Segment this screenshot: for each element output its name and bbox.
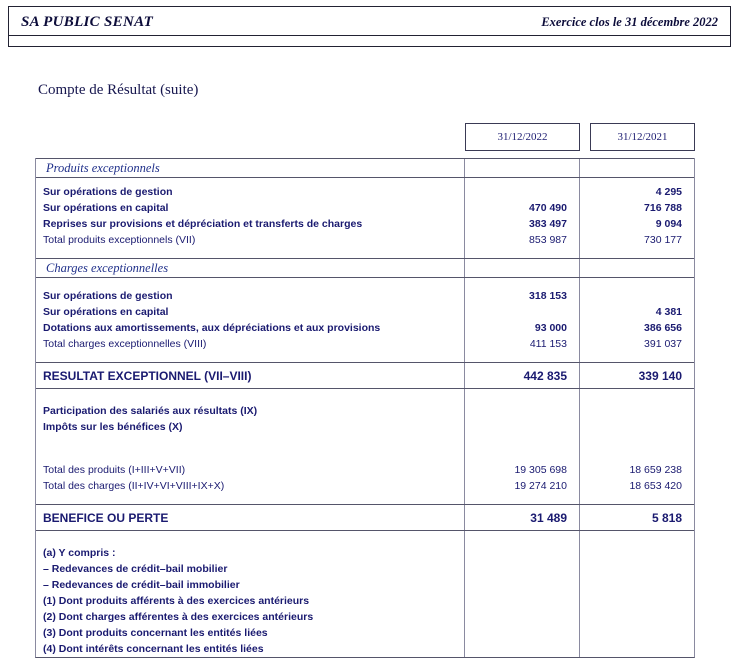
row-label: (4) Dont intérêts concernant les entités liées	[43, 643, 264, 655]
value-2022	[464, 419, 579, 435]
row-label	[36, 278, 464, 288]
results-table	[35, 123, 695, 658]
value-2021	[579, 259, 694, 277]
value-2021: 9 094	[579, 216, 694, 232]
value-2021: 18 653 420	[579, 478, 694, 494]
value-2021: 5 818	[579, 505, 694, 530]
column-headers	[35, 123, 695, 151]
value-2021	[579, 545, 694, 561]
value-2022	[464, 609, 579, 625]
table-row	[36, 641, 694, 657]
value-2022: 442 835	[464, 363, 579, 388]
value-2022: 19 305 698	[464, 462, 579, 478]
document-header-row	[9, 7, 730, 36]
row-label: (1) Dont produits afférents à des exercices antérieurs	[43, 595, 310, 607]
value-2022	[464, 304, 579, 320]
row-label: (2) Dont charges afférentes à des exercices antérieurs	[43, 611, 314, 623]
table-row	[36, 609, 694, 625]
value-2022: 93 000	[464, 320, 579, 336]
row-label	[36, 352, 464, 362]
value-2022	[464, 278, 579, 288]
value-2022	[464, 625, 579, 641]
value-2022: 31 489	[464, 505, 579, 530]
row-label: Participation des salariés aux résultats (IX)	[43, 405, 258, 417]
table-body	[35, 158, 695, 658]
value-2021	[579, 435, 694, 462]
row-label: Produits exceptionnels	[46, 160, 160, 175]
value-2021: 18 659 238	[579, 462, 694, 478]
value-2021	[579, 403, 694, 419]
row-label	[36, 435, 464, 462]
table-row	[36, 593, 694, 609]
document-header	[8, 6, 731, 47]
row-label	[36, 494, 464, 504]
value-2022	[464, 403, 579, 419]
row-label: Charges exceptionnelles	[46, 260, 169, 275]
table-gap-row	[36, 248, 694, 258]
table-row	[36, 304, 694, 320]
table-row	[36, 625, 694, 641]
company-name: SA PUBLIC SENAT	[21, 14, 154, 30]
table-row	[36, 158, 694, 178]
table-row	[36, 577, 694, 593]
value-2022: 383 497	[464, 216, 579, 232]
row-label: – Redevances de crédit–bail mobilier	[43, 563, 228, 575]
row-label	[36, 389, 464, 403]
row-label: Total charges exceptionnelles (VIII)	[43, 338, 207, 350]
table-row	[36, 362, 694, 389]
value-2021	[579, 419, 694, 435]
value-2022: 411 153	[464, 336, 579, 352]
row-label: Sur opérations en capital	[43, 306, 169, 318]
value-2021: 716 788	[579, 200, 694, 216]
row-label: RESULTAT EXCEPTIONNEL (VII–VIII)	[43, 368, 252, 383]
row-label: Total des charges (II+IV+VI+VIII+IX+X)	[43, 480, 225, 492]
table-row	[36, 258, 694, 278]
value-2022: 853 987	[464, 232, 579, 248]
table-row	[36, 545, 694, 561]
value-2022: 470 490	[464, 200, 579, 216]
value-2021	[579, 389, 694, 403]
table-gap-row	[36, 435, 694, 462]
value-2021	[579, 248, 694, 258]
value-2022	[464, 435, 579, 462]
row-label: (3) Dont produits concernant les entités liées	[43, 627, 268, 639]
row-label: Impôts sur les bénéfices (X)	[43, 421, 183, 433]
value-2021	[579, 593, 694, 609]
value-2021: 386 656	[579, 320, 694, 336]
table-row	[36, 504, 694, 531]
value-2022	[464, 577, 579, 593]
table-gap-row	[36, 531, 694, 545]
table-gap-row	[36, 352, 694, 362]
value-2022	[464, 641, 579, 657]
value-2021: 4 295	[579, 184, 694, 200]
value-2021: 730 177	[579, 232, 694, 248]
value-2021: 391 037	[579, 336, 694, 352]
value-2022	[464, 248, 579, 258]
row-label: Reprises sur provisions et dépréciation et transferts de charges	[43, 218, 363, 230]
row-label	[36, 531, 464, 545]
value-2022	[464, 184, 579, 200]
value-2021	[579, 159, 694, 177]
table-gap-row	[36, 389, 694, 403]
column-header-2022: 31/12/2022	[465, 123, 580, 151]
row-label: Total produits exceptionnels (VII)	[43, 234, 196, 246]
value-2022: 318 153	[464, 288, 579, 304]
table-row	[36, 184, 694, 200]
value-2021	[579, 352, 694, 362]
value-2021	[579, 625, 694, 641]
value-2022	[464, 159, 579, 177]
value-2021: 339 140	[579, 363, 694, 388]
value-2021	[579, 577, 694, 593]
value-2021	[579, 494, 694, 504]
table-row	[36, 403, 694, 419]
column-header-2021: 31/12/2021	[590, 123, 695, 151]
document-header-spacer	[9, 36, 730, 46]
table-row	[36, 462, 694, 478]
table-gap-row	[36, 494, 694, 504]
table-row	[36, 561, 694, 577]
row-label: Sur opérations en capital	[43, 202, 169, 214]
row-label	[36, 248, 464, 258]
value-2022	[464, 545, 579, 561]
table-row	[36, 320, 694, 336]
value-2022: 19 274 210	[464, 478, 579, 494]
table-gap-row	[36, 278, 694, 288]
table-row	[36, 419, 694, 435]
row-label: Total des produits (I+III+V+VII)	[43, 464, 186, 476]
table-row	[36, 216, 694, 232]
value-2022	[464, 352, 579, 362]
value-2022	[464, 593, 579, 609]
value-2021: 4 381	[579, 304, 694, 320]
row-label: BENEFICE OU PERTE	[43, 510, 169, 525]
exercise-label: Exercice clos le 31 décembre 2022	[541, 15, 718, 29]
table-row	[36, 336, 694, 352]
value-2021	[579, 561, 694, 577]
value-2021	[579, 641, 694, 657]
value-2021	[579, 609, 694, 625]
row-label: Sur opérations de gestion	[43, 186, 173, 198]
table-row	[36, 478, 694, 494]
value-2021	[579, 531, 694, 545]
value-2021	[579, 288, 694, 304]
row-label: (a) Y compris :	[43, 547, 116, 559]
page-title: Compte de Résultat (suite)	[38, 82, 199, 98]
value-2022	[464, 259, 579, 277]
column-header-spacer	[35, 123, 465, 151]
value-2022	[464, 494, 579, 504]
value-2022	[464, 531, 579, 545]
row-label: Sur opérations de gestion	[43, 290, 173, 302]
value-2022	[464, 561, 579, 577]
row-label: – Redevances de crédit–bail immobilier	[43, 579, 240, 591]
value-2022	[464, 389, 579, 403]
value-2021	[579, 278, 694, 288]
table-row	[36, 200, 694, 216]
table-row	[36, 288, 694, 304]
table-row	[36, 232, 694, 248]
row-label: Dotations aux amortissements, aux dépréciations et aux provisions	[43, 322, 381, 334]
